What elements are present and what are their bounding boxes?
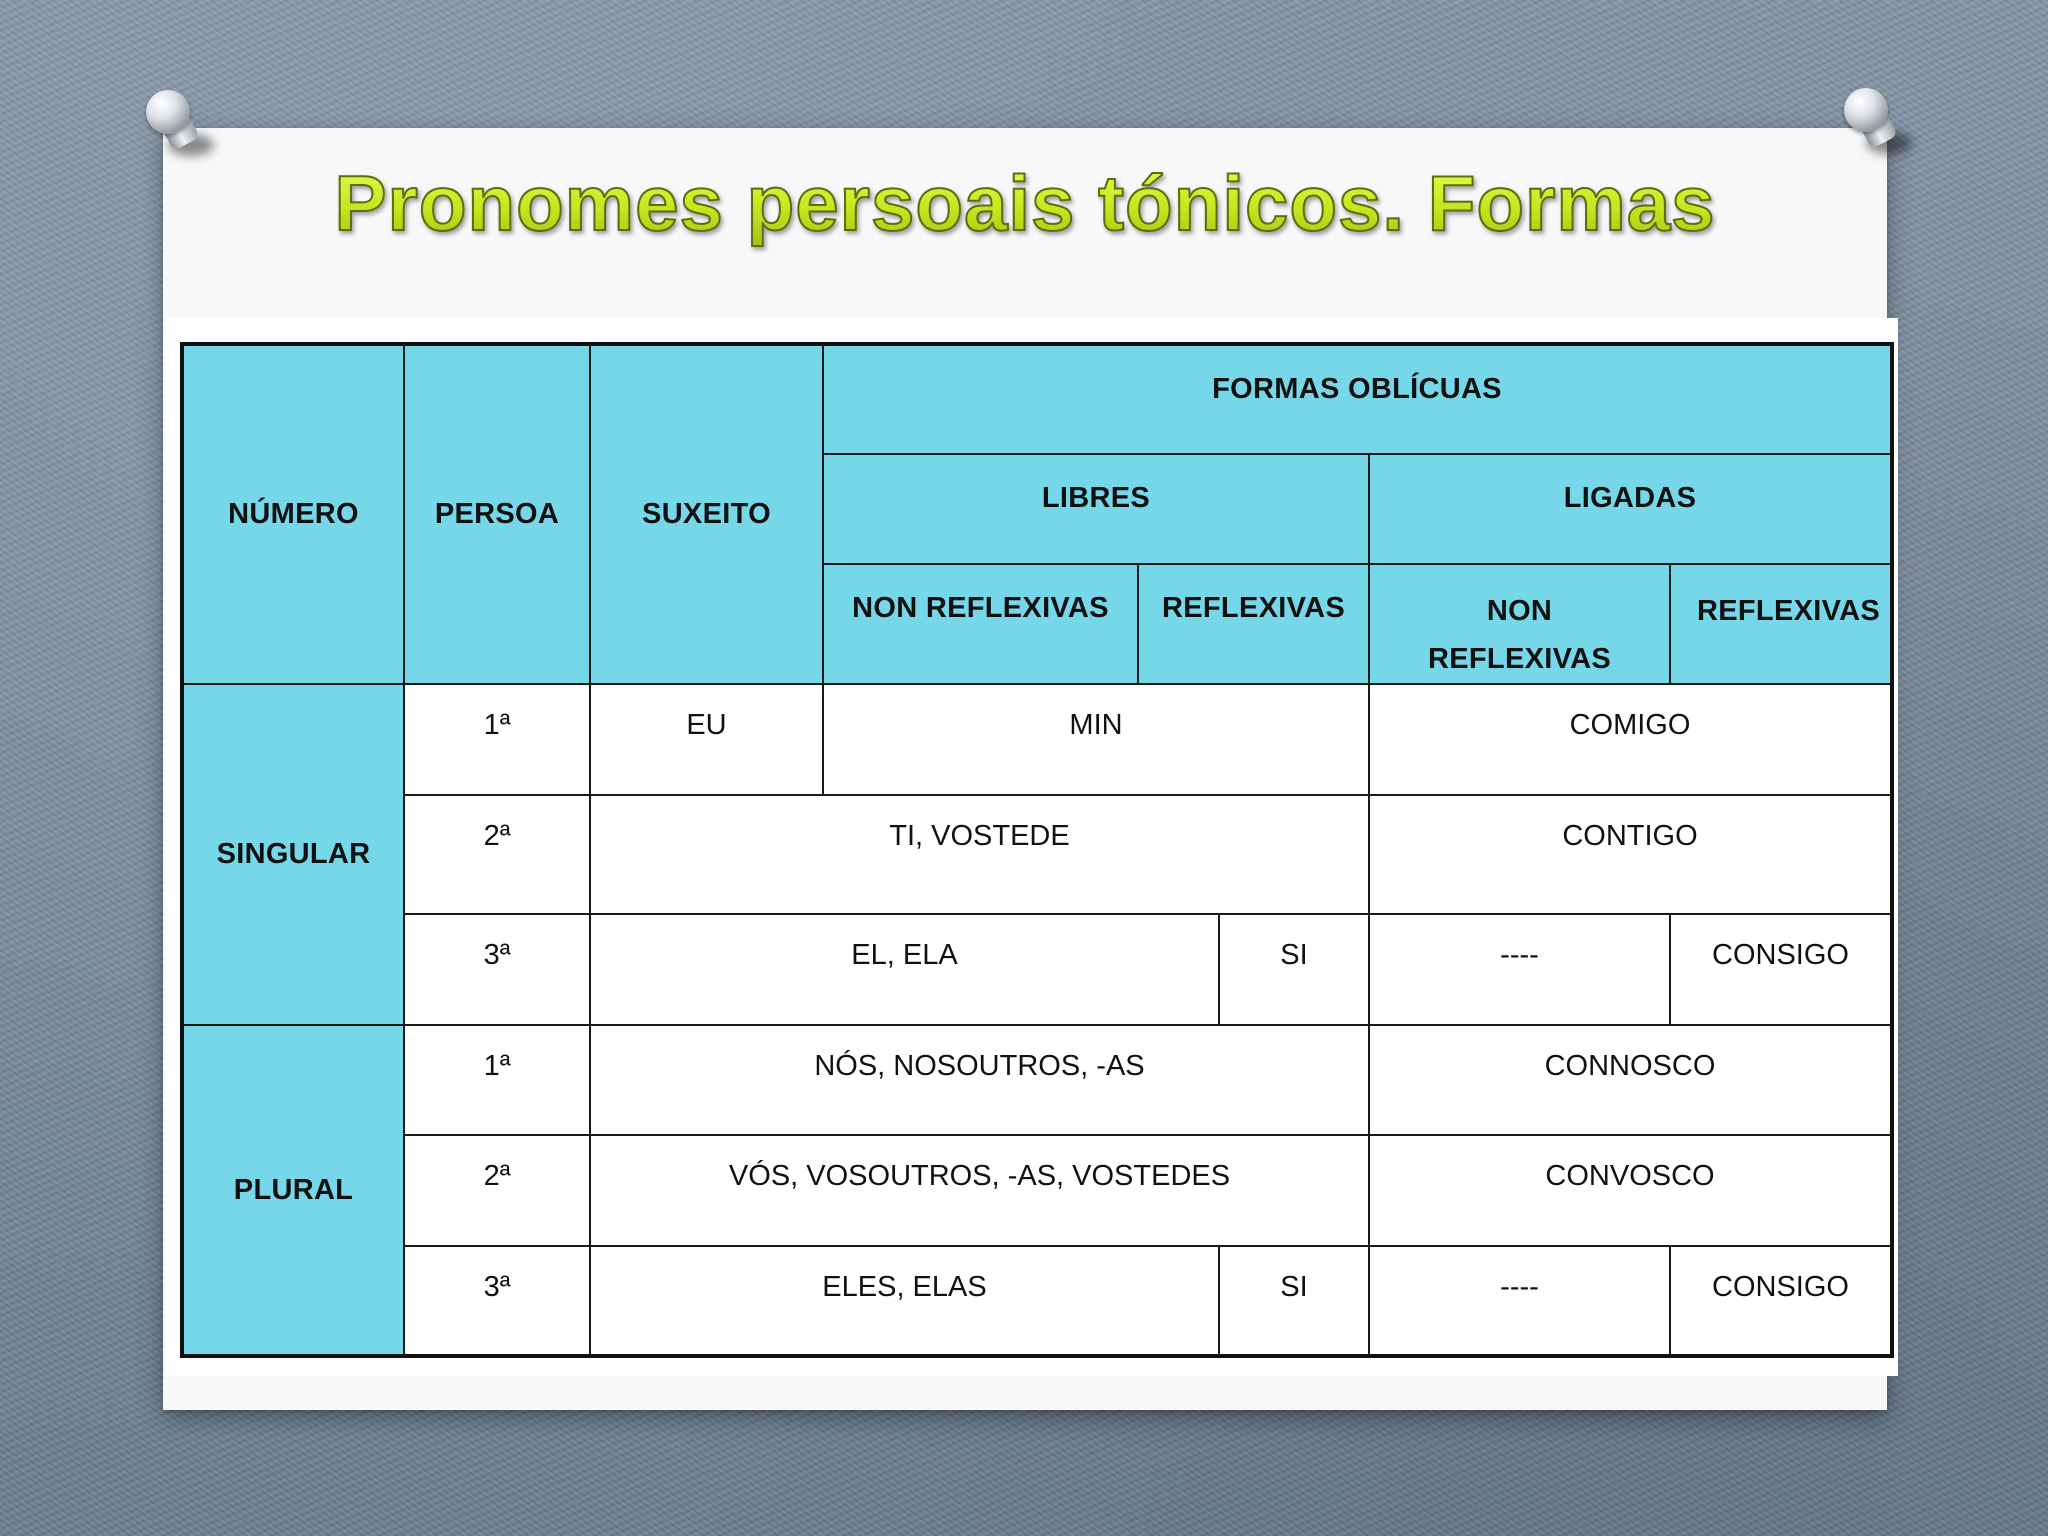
- cell-suxeito: EU: [590, 684, 823, 795]
- cell-suxeito-non-reflexivas: EL, ELA: [590, 914, 1219, 1025]
- cell-persoa: 3ª: [404, 1246, 590, 1356]
- cell-persoa: 1ª: [404, 1025, 590, 1135]
- cell-suxeito-libres: VÓS, VOSOUTROS, -AS, VOSTEDES: [590, 1135, 1369, 1246]
- header-ligadas-reflexivas: REFLEXIVAS: [1670, 564, 1892, 684]
- table-row: [182, 914, 1892, 1025]
- header-libres-non-reflexivas: NON REFLEXIVAS: [823, 564, 1138, 684]
- header-libres: LIBRES: [823, 454, 1369, 564]
- table-row: [182, 684, 1892, 795]
- cell-suxeito-libres: TI, VOSTEDE: [590, 795, 1369, 914]
- cell-ligadas-non-reflexivas: ----: [1369, 1246, 1670, 1356]
- cell-persoa: 2ª: [404, 795, 590, 914]
- cell-libres: MIN: [823, 684, 1369, 795]
- cell-persoa: 3ª: [404, 914, 590, 1025]
- table-row: [182, 1025, 1892, 1135]
- cell-suxeito-non-reflexivas: ELES, ELAS: [590, 1246, 1219, 1356]
- header-ligadas: LIGADAS: [1369, 454, 1892, 564]
- cell-reflexivas: SI: [1219, 1246, 1369, 1356]
- cell-ligadas: COMIGO: [1369, 684, 1892, 795]
- header-libres-reflexivas: REFLEXIVAS: [1138, 564, 1369, 684]
- table-row: [182, 1246, 1892, 1356]
- cell-ligadas: CONTIGO: [1369, 795, 1892, 914]
- cell-reflexivas: SI: [1219, 914, 1369, 1025]
- header-ligadas-non-reflexivas: NON REFLEXIVAS: [1369, 564, 1670, 684]
- pronouns-table: [180, 342, 1894, 1358]
- header-numero: NÚMERO: [182, 344, 404, 684]
- cell-ligadas-reflexivas: CONSIGO: [1670, 1246, 1892, 1356]
- header-persoa: PERSOA: [404, 344, 590, 684]
- cell-ligadas: CONNOSCO: [1369, 1025, 1892, 1135]
- group-singular: SINGULAR: [182, 684, 404, 1025]
- thumbtack-icon: [1842, 88, 1912, 158]
- thumbtack-icon: [144, 90, 214, 160]
- cell-persoa: 1ª: [404, 684, 590, 795]
- header-suxeito: SUXEITO: [590, 344, 823, 684]
- cell-suxeito-libres: NÓS, NOSOUTROS, -AS: [590, 1025, 1369, 1135]
- table-row: [182, 1135, 1892, 1246]
- cell-persoa: 2ª: [404, 1135, 590, 1246]
- slide-title: Pronomes persoais tónicos. Formas: [163, 158, 1887, 249]
- table-row: [182, 795, 1892, 914]
- group-plural: PLURAL: [182, 1025, 404, 1356]
- header-formas-obliquas: FORMAS OBLÍCUAS: [823, 344, 1892, 454]
- cell-ligadas: CONVOSCO: [1369, 1135, 1892, 1246]
- cell-ligadas-reflexivas: CONSIGO: [1670, 914, 1892, 1025]
- cell-ligadas-non-reflexivas: ----: [1369, 914, 1670, 1025]
